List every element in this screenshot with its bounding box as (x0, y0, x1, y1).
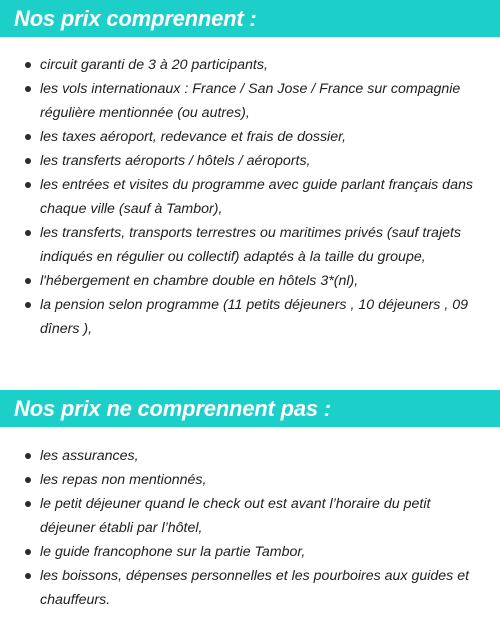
excluded-heading: Nos prix ne comprennent pas : (0, 390, 500, 427)
bullet-icon (25, 230, 31, 236)
list-item-text: les repas non mentionnés, (40, 472, 207, 488)
list-item (0, 149, 500, 173)
list-item (0, 293, 500, 341)
bullet-icon (25, 182, 31, 188)
list-item-text: les assurances, (40, 448, 139, 464)
bullet-icon (25, 134, 31, 140)
excluded-list (0, 444, 500, 612)
bullet-icon (25, 501, 31, 507)
bullet-icon (25, 86, 31, 92)
bullet-icon (25, 453, 31, 459)
bullet-icon (25, 573, 31, 579)
list-item (0, 269, 500, 293)
list-item-text: l'hébergement en chambre double en hôtels 3*(nl), (40, 273, 359, 289)
list-item (0, 173, 500, 221)
list-item-text: les taxes aéroport, redevance et frais de dossier, (40, 129, 346, 145)
bullet-icon (25, 278, 31, 284)
list-item-text: les transferts aéroports / hôtels / aéroports, (40, 153, 311, 169)
list-item-text: le petit déjeuner quand le check out est avant l’horaire du petit déjeuner établi par l’hôtel, (40, 496, 431, 536)
bullet-icon (25, 158, 31, 164)
excluded-section (0, 390, 500, 612)
list-item-text: les vols internationaux : France / San Jose / France sur compagnie régulière mentionnée (ou autres), (40, 81, 461, 121)
list-item (0, 540, 500, 564)
list-item (0, 125, 500, 149)
list-item-text: le guide francophone sur la partie Tambor, (40, 544, 306, 560)
list-item (0, 468, 500, 492)
list-item (0, 492, 500, 540)
list-item-text: les entrées et visites du programme avec guide parlant français dans chaque ville (sauf à Tambor), (40, 177, 473, 217)
bullet-icon (25, 302, 31, 308)
list-item-text: la pension selon programme (11 petits déjeuners , 10 déjeuners , 09 dîners ), (40, 297, 468, 337)
list-item (0, 221, 500, 269)
list-item (0, 77, 500, 125)
included-list (0, 53, 500, 341)
list-item (0, 444, 500, 468)
list-item (0, 53, 500, 77)
bullet-icon (25, 477, 31, 483)
list-item-text: circuit garanti de 3 à 20 participants, (40, 57, 268, 73)
bullet-icon (25, 549, 31, 555)
included-heading: Nos prix comprennent : (0, 0, 500, 37)
list-item (0, 564, 500, 612)
bullet-icon (25, 62, 31, 68)
list-item-text: les boissons, dépenses personnelles et les pourboires aux guides et chauffeurs. (40, 568, 470, 608)
list-item-text: les transferts, transports terrestres ou maritimes privés (sauf trajets indiqués en régulier ou collectif) adaptés à la taille du groupe, (40, 225, 462, 265)
